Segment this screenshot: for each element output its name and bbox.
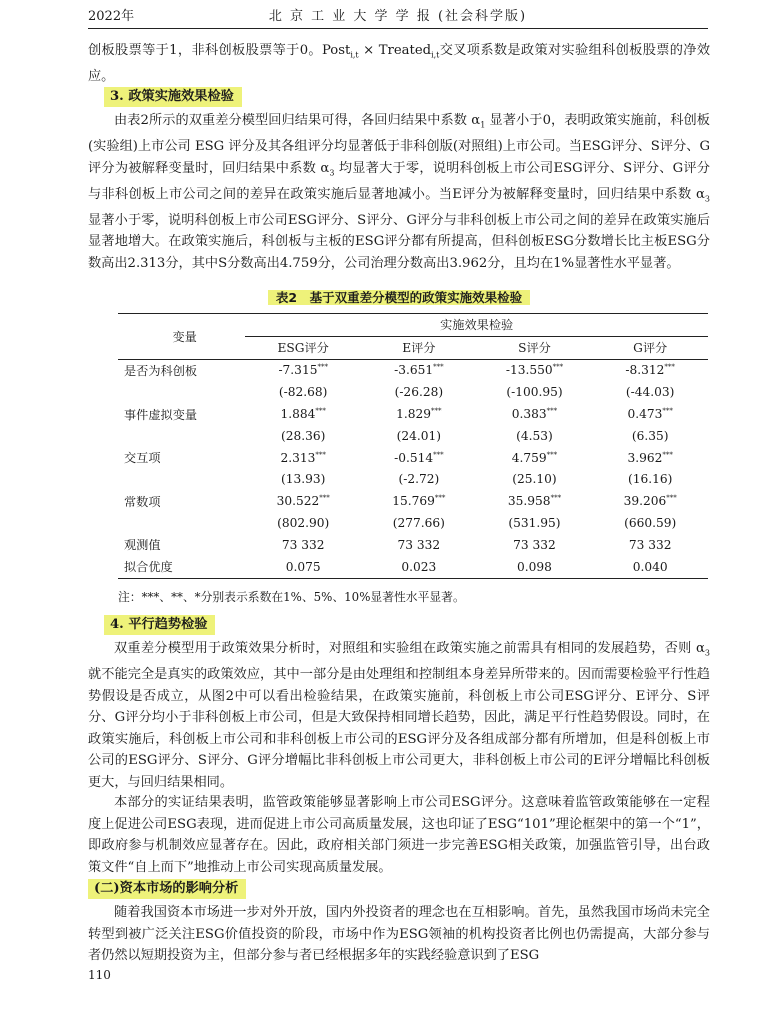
row-label: 常数项 [124,494,161,509]
coef-cell: 15.769*** [392,494,446,509]
row-label: 事件虚拟变量 [124,407,198,422]
coef-cell: 4.759*** [511,450,558,465]
coef-cell: 1.884*** [280,407,326,422]
col-header: ESG评分 [245,336,361,359]
section-4-paragraph: 双重差分模型用于政策效果分析时，对照组和实验组在政策实施之前需具有相同的发展趋势，否则 $\alpha_3$ 就不能完全是真实的政策效应，其中一部分是由处理组和控制组本身差异所带来的。因而需要检验平行性趋势假设是否成立，从图2中可以看出检验结果，在政策实施前，科创板上市公司ESG评分、E评分、S评分、G评分均小于非科创板上市公司，但是大致保持相同增长趋势，因此，满足平行性趋势假设。同时，在政策实施后，科创板上市公司和非科创板上市公司的ESG评分及各组成部分都有所增加，但是科创板上市公司的ESG评分、S评分、G评分增幅比非科创板上市公司更大，非科创板上市公司的E评分增幅比科创板更大，与回归结果相同。 [88,641,710,790]
t-stat-cell: (-82.68) [278,385,328,400]
row-label-blank [118,469,245,491]
significance-stars: *** [317,363,328,372]
obs-cell: 73 332 [281,537,325,552]
t-stat-cell: (4.53) [516,428,553,443]
t-stat-cell: (-26.28) [394,385,444,400]
significance-stars: *** [662,450,673,459]
significance-stars: *** [552,363,564,372]
table-row [118,403,708,425]
significance-stars: *** [546,450,558,459]
t-stat-cell: (802.90) [277,516,330,531]
t-stat-cell: (531.95) [508,516,561,531]
table-title-text: 表2 基于双重差分模型的政策实施效果检验 [268,290,530,305]
r2-cell: 0.098 [477,556,593,578]
row-label: 是否为科创板 [124,363,198,378]
significance-stars: *** [546,407,558,416]
t-stat-cell: (277.66) [392,516,445,531]
coef-cell: 35.958*** [507,494,562,509]
t-stat-cell: (25.10) [512,472,557,487]
coef-cell: 3.962*** [627,450,673,465]
row-label: 拟合优度 [118,556,245,578]
t-stat-cell: (6.35) [631,428,669,443]
coef-cell: -7.315*** [278,363,328,378]
table-row [118,556,708,578]
summary-paragraph: 本部分的实证结果表明，监管政策能够显著影响上市公司ESG评分。这意味着监管政策能够在一定程度上促进公司ESG表现，进而促进上市公司高质量发展，这也印证了ESG“101”理论框架中的第一个“1”，即政府参与机制效应显著存在。因此，政府相关部门须进一步完善ESG相关政策，加强监管引导，出台政策文件“自上而下”地推动上市公司实现高质量发展。 [88,795,710,875]
significance-stars: *** [315,407,326,416]
coef-cell: 0.383*** [511,407,558,422]
table-title [88,289,710,307]
table-row [118,447,708,469]
coef-cell: 39.206*** [623,494,677,509]
coef-cell: -13.550*** [505,363,564,378]
table-row [118,359,708,381]
t-stat-cell: (-100.95) [506,385,563,400]
page-number: 110 [88,968,111,982]
coef-cell: 1.829*** [396,407,442,422]
group-header: 实施效果检验 [245,314,708,337]
significance-stars: *** [431,407,442,416]
row-label-blank [118,512,245,534]
row-label-blank [118,425,245,447]
significance-stars: *** [550,494,562,503]
col-header: S评分 [477,336,593,359]
header-year: 2022年 [88,9,135,24]
table-row [118,469,708,491]
significance-stars: *** [433,450,444,459]
table-row [118,534,708,556]
coef-cell: 0.473*** [627,407,673,422]
intro-paragraph: 创板股票等于1，非科创板股票等于0。Post$_{i,t}$ × Treated$_{i,t}$交叉项系数是政策对实验组科创板股票的净效应。 [88,43,711,85]
t-stat-cell: (13.93) [280,472,326,487]
section-b-heading: (二)资本市场的影响分析 [88,879,246,899]
row-label: 观测值 [124,538,161,553]
table-row [118,512,708,534]
section-b-paragraph: 随着我国资本市场进一步对外开放，国内外投资者的理念也在互相影响。首先，虽然我国市场尚未完全转型到被广泛关注ESG价值投资的阶段，市场中作为ESG领袖的机构投资者比例也仍需提高，大部分参与者仍然以短期投资为主，但部分参与者已经根据多年的实践经验意识到了ESG [88,905,710,963]
r2-cell: 0.040 [592,556,708,578]
obs-cell: 73 332 [397,537,441,552]
t-stat-cell: (-44.03) [625,385,675,400]
col-header: G评分 [592,336,708,359]
table-row [118,381,708,403]
coef-cell: -8.312*** [625,363,675,378]
significance-stars: *** [433,363,444,372]
row-label-blank [118,381,245,403]
t-stat-cell: (24.01) [396,428,442,443]
col-header: E评分 [361,336,477,359]
significance-stars: *** [662,407,673,416]
coef-cell: 30.522*** [276,494,330,509]
t-stat-cell: (660.59) [624,516,677,531]
table-row [118,490,708,512]
table-row [118,425,708,447]
significance-stars: *** [315,450,326,459]
regression-table [118,313,708,579]
t-stat-cell: (28.36) [280,428,326,443]
obs-cell: 73 332 [513,537,556,552]
significance-stars: *** [664,363,675,372]
significance-stars: *** [434,494,446,503]
r2-cell: 0.075 [245,556,361,578]
running-header [88,6,708,29]
row-label: 交互项 [124,451,161,466]
coef-cell: 2.313*** [280,450,326,465]
table-body [118,359,708,578]
section-4-heading: 4. 平行趋势检验 [104,615,215,635]
coef-cell: -0.514*** [394,450,444,465]
var-header: 变量 [118,314,245,360]
t-stat-cell: (16.16) [627,472,673,487]
significance-stars: *** [319,494,330,503]
coef-cell: -3.651*** [394,363,444,378]
t-stat-cell: (-2.72) [398,472,440,487]
header-journal-title: 北 京 工 业 大 学 学 报 (社会科学版) [268,9,528,24]
obs-cell: 73 332 [628,537,672,552]
table-note: 注：***、**、*分别表示系数在1%、5%、10%显著性水平显著。 [118,590,465,604]
section-3-paragraph: 由表2所示的双重差分模型回归结果可得，各回归结果中系数 $\alpha_1$ 显著小于0，表明政策实施前，科创板(实验组)上市公司 ESG 评分及其各组评分均显著低于非科创版(对照组)上市公司。当ESG评分、S评分、G评分为被解释变量时，回归结果中系数 $\alpha_3$ 均显著大于零，说明科创板上市公司ESG评分、S评分、G评分与非科创板上市公司之间的差异在政策实施后显著地减小。当E评分为被解释变量时，回归结果中系数 $\alpha_3$ 显著小于零，说明科创板上市公司ESG评分、S评分、G评分与非科创板上市公司之间的差异在政策实施后显著地增大。在政策实施后，科创板与主板的ESG评分都有所提高，但科创板ESG分数增长比主板ESG分数高出2.313分，其中S分数高出4.759分，公司治理分数高出3.962分，且均在1%显著性水平显著。 [88,113,710,271]
r2-cell: 0.023 [361,556,477,578]
section-3-heading: 3. 政策实施效果检验 [104,87,242,107]
significance-stars: *** [666,494,677,503]
